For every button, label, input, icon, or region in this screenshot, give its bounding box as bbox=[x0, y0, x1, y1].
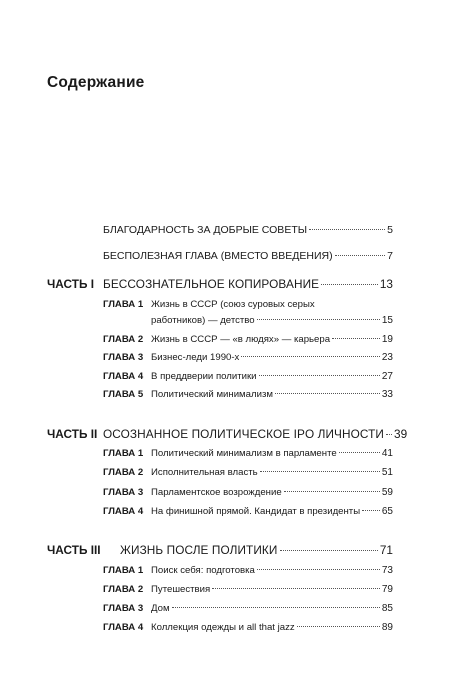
part-page: 71 bbox=[379, 543, 393, 557]
part-title: ОСОЗНАННОЕ ПОЛИТИЧЕСКОЕ IPO ЛИЧНОСТИ bbox=[103, 427, 385, 441]
chapter-page: 89 bbox=[381, 622, 393, 633]
chapter-code: ГЛАВА 2 bbox=[103, 334, 144, 345]
chapter-code: ГЛАВА 3 bbox=[103, 352, 144, 363]
toc-chapter-2-3[interactable] bbox=[151, 487, 393, 498]
chapter-page: 85 bbox=[381, 603, 393, 614]
chapter-title: Парламентское возрождение bbox=[151, 487, 282, 498]
part-page: 13 bbox=[379, 277, 393, 291]
chapter-page: 23 bbox=[381, 352, 393, 363]
toc-chapter-1-4[interactable] bbox=[151, 371, 393, 382]
leader-dots bbox=[257, 569, 380, 570]
chapter-code: ГЛАВА 2 bbox=[103, 467, 144, 478]
toc-entry-title: БЛАГОДАРНОСТЬ ЗА ДОБРЫЕ СОВЕТЫ bbox=[103, 224, 308, 236]
chapter-code: ГЛАВА 4 bbox=[103, 371, 144, 382]
leader-dots bbox=[257, 319, 380, 320]
chapter-code: ГЛАВА 1 bbox=[103, 448, 144, 459]
chapter-page: 33 bbox=[381, 389, 393, 400]
chapter-code: ГЛАВА 1 bbox=[103, 299, 144, 310]
chapter-title: Коллекция одежды и all that jazz bbox=[151, 622, 295, 633]
part-title: БЕССОЗНАТЕЛЬНОЕ КОПИРОВАНИЕ bbox=[103, 277, 320, 291]
toc-chapter-2-4[interactable] bbox=[151, 506, 393, 517]
chapter-page: 27 bbox=[381, 371, 393, 382]
leader-dots bbox=[339, 452, 380, 453]
chapter-code: ГЛАВА 1 bbox=[103, 565, 144, 576]
chapter-page: 79 bbox=[381, 584, 393, 595]
leader-dots bbox=[259, 375, 380, 376]
chapter-page: 15 bbox=[381, 315, 393, 326]
chapter-page: 19 bbox=[381, 334, 393, 345]
toc-entry-title: БЕСПОЛЕЗНАЯ ГЛАВА (ВМЕСТО ВВЕДЕНИЯ) bbox=[103, 250, 333, 262]
chapter-title: Путешествия bbox=[151, 584, 211, 595]
chapter-title: Бизнес-леди 1990-х bbox=[151, 352, 240, 363]
part-code: ЧАСТЬ III bbox=[47, 543, 101, 557]
chapter-title: Политический минимализм bbox=[151, 389, 273, 400]
page-title: Содержание bbox=[47, 74, 145, 91]
chapter-page: 51 bbox=[381, 467, 393, 478]
chapter-code: ГЛАВА 2 bbox=[103, 584, 144, 595]
leader-dots bbox=[386, 434, 392, 435]
toc-entry-page: 5 bbox=[387, 224, 393, 236]
toc-chapter-3-4[interactable] bbox=[151, 622, 393, 633]
chapter-title-line: Жизнь в СССР (союз суровых серых bbox=[151, 299, 315, 310]
chapter-title: работников) — детство bbox=[151, 315, 255, 326]
part-title: ЖИЗНЬ ПОСЛЕ ПОЛИТИКИ bbox=[120, 543, 278, 557]
leader-dots bbox=[260, 471, 380, 472]
leader-dots bbox=[284, 491, 380, 492]
leader-dots bbox=[335, 255, 386, 256]
leader-dots bbox=[275, 393, 380, 394]
toc-chapter-3-2[interactable] bbox=[151, 584, 393, 595]
toc-chapter-3-1[interactable] bbox=[151, 565, 393, 576]
toc-chapter-1-1[interactable] bbox=[151, 315, 393, 326]
chapter-code: ГЛАВА 3 bbox=[103, 603, 144, 614]
chapter-code: ГЛАВА 3 bbox=[103, 487, 144, 498]
toc-chapter-2-2[interactable] bbox=[151, 467, 393, 478]
chapter-title: Поиск себя: подготовка bbox=[151, 565, 255, 576]
chapter-title: В преддверии политики bbox=[151, 371, 257, 382]
toc-chapter-1-3[interactable] bbox=[151, 352, 393, 363]
chapter-page: 73 bbox=[381, 565, 393, 576]
chapter-title: Дом bbox=[151, 603, 170, 614]
chapter-title: Исполнительная власть bbox=[151, 467, 258, 478]
toc-part-1[interactable] bbox=[103, 277, 393, 291]
part-code: ЧАСТЬ II bbox=[47, 427, 98, 441]
leader-dots bbox=[297, 626, 380, 627]
chapter-page: 41 bbox=[381, 448, 393, 459]
toc-chapter-1-2[interactable] bbox=[151, 334, 393, 345]
toc-chapter-1-5[interactable] bbox=[151, 389, 393, 400]
toc-chapter-2-1[interactable] bbox=[151, 448, 393, 459]
leader-dots bbox=[172, 607, 380, 608]
chapter-page: 65 bbox=[381, 506, 393, 517]
chapter-title: На финишной прямой. Кандидат в президенты bbox=[151, 506, 361, 517]
toc-entry-page: 7 bbox=[387, 250, 393, 262]
chapter-title: Жизнь в СССР — «в людях» — карьера bbox=[151, 334, 331, 345]
chapter-code: ГЛАВА 4 bbox=[103, 622, 144, 633]
chapter-page: 59 bbox=[381, 487, 393, 498]
part-code: ЧАСТЬ I bbox=[47, 277, 94, 291]
leader-dots bbox=[309, 229, 385, 230]
leader-dots bbox=[362, 510, 380, 511]
toc-entry-introduction[interactable] bbox=[103, 250, 393, 262]
leader-dots bbox=[332, 338, 380, 339]
leader-dots bbox=[212, 588, 380, 589]
toc-part-2[interactable] bbox=[103, 427, 408, 441]
chapter-title: Политический минимализм в парламенте bbox=[151, 448, 337, 459]
toc-chapter-3-3[interactable] bbox=[151, 603, 393, 614]
toc-entry-acknowledgements[interactable] bbox=[103, 224, 393, 236]
toc-part-3[interactable] bbox=[120, 543, 393, 557]
chapter-code: ГЛАВА 4 bbox=[103, 506, 144, 517]
chapter-code: ГЛАВА 5 bbox=[103, 389, 144, 400]
leader-dots bbox=[241, 356, 380, 357]
part-page: 39 bbox=[394, 427, 408, 441]
leader-dots bbox=[280, 550, 378, 551]
leader-dots bbox=[321, 284, 378, 285]
